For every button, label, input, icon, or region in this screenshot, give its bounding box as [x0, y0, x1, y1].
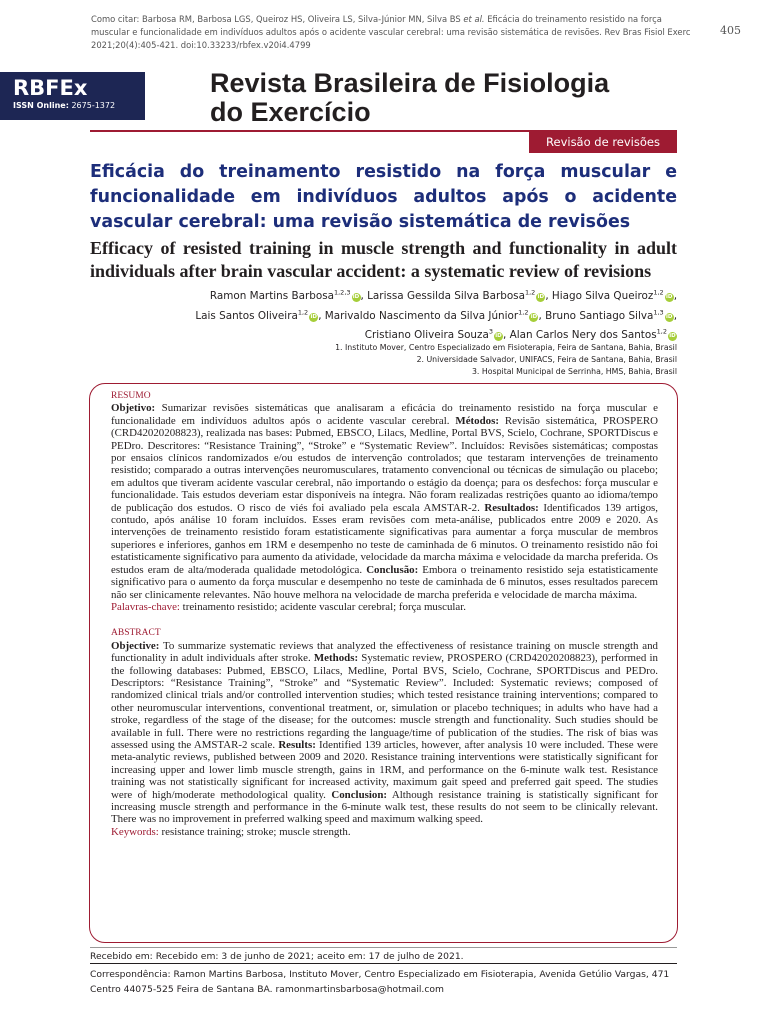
orcid-icon[interactable]: iD [495, 333, 502, 340]
issn-value: 2675-1372 [71, 101, 116, 110]
author: Bruno Santiago Silva$^{1,3}$iD, [545, 308, 677, 322]
citation-rest: Eficácia do treinamento resistido na força muscular e funcionalidade em indivíduos adultos após o acidente vascular cerebral: uma revisão sistemática de revisões. Rev Bras Fisiol Exerc 2021;20(4):405-421. doi:10.33233/rbfex.v20i4.4799 [91, 14, 691, 50]
affiliations [90, 342, 677, 378]
author: Cristiano Oliveira Souza$^3$iD, [364, 327, 510, 342]
abstract-section [111, 390, 658, 838]
page-number: 405 [720, 24, 741, 37]
author: Hiago Silva Queiroz$^{1,2}$iD, [551, 289, 677, 303]
citation [91, 13, 691, 52]
logo-issn [13, 100, 145, 111]
orcid-icon[interactable]: iD [537, 294, 545, 301]
citation-et-al: et al. [463, 14, 485, 24]
divider [90, 947, 677, 948]
section-tag: Revisão de revisões [529, 131, 677, 153]
resumo-heading: RESUMO [111, 391, 151, 401]
resumo-body: Objetivo: Sumarizar revisões sistemáticas que analisaram a eficácia do treinamento resistido na força muscular e funcionalidade em indivíduos adultos após o acidente vascular cerebral. Métodos: Revisão sistemática, PROSPERO (CRD42020208823), realizada nas bases: Pubmed, EBSCO, Lilacs, Medline, Portal BVS, Scielo, Cochrane, SPORTDiscus e PEDro. Descritores: “Resistance Training”, “Stroke” e “Systematic Review”. Incluídos: Revisões sistemáticas; compostas por ensaios clínicos randomizados e/ou estudos de intervenção controlados; que testaram intervenções de treinamento resistido; comparado a outras intervenções neuromusculares, tratamento convencional ou técnicas de simulação ou placebo; em adultos que tiveram acidente vascular cerebral, não importando o estágio da doença; para os desfechos: força muscular e funcionalidade. Tais estudos deveriam estar disponíveis na íntegra. Não foram realizadas restrições quanto ao idioma/tempo de publicação dos estudos. O risco de viés foi avaliado pela escala AMSTAR-2. Resultados: Identificados 139 artigos, contudo, após análise 10 foram incluídos. Esses eram revisões com meta-análise, publicados entre 2009 e 2020. As intervenções de treinamento resistido foram estatisticamente significativas para aumentar a força muscular de membros superiores e inferiores, ganhos em 1RM e desempenho no teste de caminhada de 6 minutos. O treinamento resistido não foi estatisticamente significativo para aumento da atividade, velocidade da marcha máxima e velocidade da marcha preferida. Os estudos eram de alta/moderada qualidade metodológica. Conclusão: Embora o treinamento resistido seja estatisticamente significativo para o aumento da força muscular e desempenho no teste de caminhada de 6 minutos, esses resultados parecem não ser clinicamente relevantes. Não houve melhora na velocidade de marcha preferida e velocidade de marcha máxima. [111, 402, 659, 601]
abstract-body: Objective: To summarize systematic reviews that analyzed the effectiveness of resistance training on muscle strength and functionality in adult individuals after stroke. Methods: Systematic review, PROSPERO (CRD42020208823), performed in the following databases: Pubmed, EBSCO, Lilacs, Medline, Portal BVS, Scielo, Cochrane, SPORTDiscus and PEDro. Descriptors: “Resistance Training”, “Stroke” and “Systematic Review”. Included: Systematic reviews; composed of randomized clinical trials and/or controlled intervention studies; which tested resistance training interventions; compared to other neuromuscular interventions, conventional treatment, or, simulation or placebo techniques; in adults who have had a stroke, regardless of the stage of the disease; for the outcomes: muscle strength and functionality. Such studies should be available in full. There were no restrictions regarding the language/time of publication of the studies. The risk of bias was assessed using the AMSTAR-2 scale. Results: Identified 139 articles, however, after analysis 10 were included. These were meta-analytic reviews, published between 2009 and 2020. Resistance training interventions were statistically significant for increasing upper and lower limb muscle strength, gains in 1RM, and performance on the 6-minute walk test. Resistance training was not statistically significant for increased activity, maximum gait speed and preferred gait speed. The studies were of high/moderate methodological quality. Conclusion: Although resistance training is statistically significant for increasing muscle strength and performance in the 6-minute walk test, these results do not seem to be clinically relevant. There was no improvement in preferred walking speed and maximum walking speed. [111, 639, 658, 826]
abstract-heading: ABSTRACT [111, 628, 161, 639]
author: Ramon Martins Barbosa$^{1,2,3}$iD, [209, 289, 368, 303]
issn-label: ISSN Online: [13, 101, 69, 110]
article-title-pt: Eficácia do treinamento resistido na força muscular e funcionalidade em indivíduos adultos após o acidente vascular cerebral: uma revisão sistemática de revisões [90, 162, 677, 232]
affiliation: 2. Universidade Salvador, UNIFACS, Feira de Santana, Bahia, Brasil [416, 355, 677, 364]
article-title-en: Efficacy of resisted training in muscle strength and functionality in adult individuals after brain vascular accident: a systematic review of revisions [90, 238, 677, 281]
author: Alan Carlos Nery dos Santos$^{1,2}$iD [509, 327, 676, 342]
orcid-icon[interactable]: iD [669, 333, 676, 340]
orcid-icon[interactable]: iD [665, 313, 673, 320]
affiliation: 1. Instituto Mover, Centro Especializado em Fisioterapia, Feira de Santana, Bahia, Brasil [335, 343, 677, 352]
orcid-icon[interactable]: iD [310, 313, 317, 320]
orcid-icon[interactable]: iD [530, 313, 538, 320]
author: Marivaldo Nascimento da Silva Júnior$^{1,2}$iD, [324, 308, 546, 322]
orcid-icon[interactable]: iD [665, 294, 673, 301]
logo-name: RBFEx [13, 76, 88, 100]
divider [90, 963, 677, 964]
author: Lais Santos Oliveira$^{1,2}$iD, [195, 308, 325, 322]
resumo-keywords: Palavras-chave: treinamento resistido; acidente vascular cerebral; força muscular. [111, 600, 467, 613]
citation-prefix: Como citar: Barbosa RM, Barbosa LGS, Queiroz HS, Oliveira LS, Silva-Júnior MN, Silva BS [91, 14, 464, 24]
correspondence: Correspondência: Ramon Martins Barbosa, Instituto Mover, Centro Especializado em Fisioterapia, Avenida Getúlio Vargas, 471 Centro 44075-525 Feira de Santana BA. ramonmartinsbarbosa@hotmail.com [90, 969, 670, 995]
abstract-keywords: Keywords: resistance training; stroke; muscle strength. [111, 825, 351, 838]
author-list [90, 285, 677, 343]
received-dates: Recebido em: Recebido em: 3 de junho de 2021; aceito em: 17 de julho de 2021. [90, 951, 464, 962]
orcid-icon[interactable]: iD [352, 294, 360, 301]
journal-logo [0, 72, 145, 120]
author: Larissa Gessilda Silva Barbosa$^{1,2}$iD, [367, 289, 552, 303]
affiliation: 3. Hospital Municipal de Serrinha, HMS, Bahia, Brasil [471, 367, 677, 376]
journal-title: Revista Brasileira de Fisiologia do Exercício [210, 68, 610, 127]
